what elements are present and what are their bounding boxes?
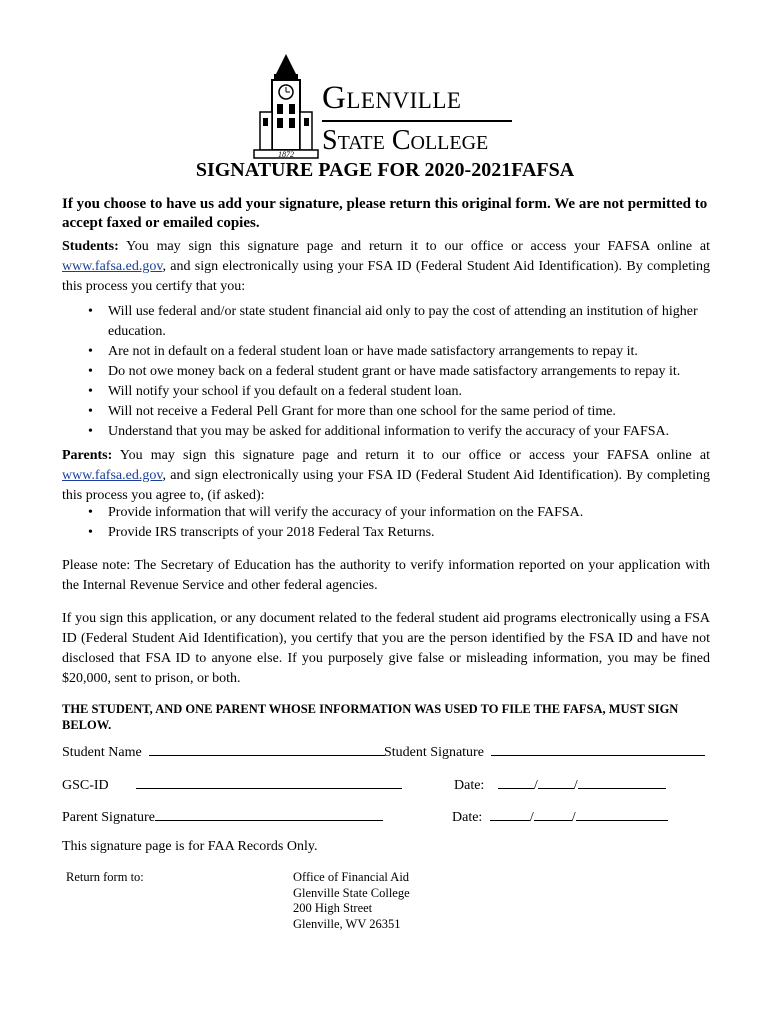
list-item: • Do not owe money back on a federal student grant or have made satisfactory arrangements to repay it. — [80, 362, 712, 382]
list-item: • Provide IRS transcripts of your 2018 Federal Tax Returns. — [80, 523, 712, 543]
date-day-line[interactable] — [534, 806, 572, 821]
address-line: Glenville, WV 26351 — [293, 916, 401, 931]
student-signature-row — [384, 741, 705, 762]
page-title: SIGNATURE PAGE FOR 2020-2021FAFSA — [195, 159, 575, 181]
address-line: Glenville State College — [293, 885, 410, 900]
certify-paragraph: If you sign this application, or any document related to the federal student aid programs electronically using a FSA ID (Federal Student Aid Identification), you certify that you are the person identified by the FSA ID and have not disclosed that FSA ID to anyone else. If you purposely give false or misleading information, you may be fined $20,000, sent to prison, or both. — [62, 611, 710, 686]
list-item: • Are not in default on a federal student loan or have made satisfactory arrangements to repay it. — [80, 342, 712, 362]
student-name-row — [62, 741, 385, 762]
list-item: • Will use federal and/or state student financial aid only to pay the cost of attending an institution of higher education. — [80, 302, 712, 342]
students-text: You may sign this signature page and return it to our office or access your FAFSA online at — [118, 239, 710, 254]
date-slash: / — [571, 810, 576, 825]
parents-label: Parents: — [62, 448, 113, 463]
logo-divider — [322, 120, 512, 122]
list-item: • Provide information that will verify the accuracy of your information on the FAFSA. — [80, 503, 712, 523]
parents-agree-list — [80, 503, 712, 543]
parents-text: You may sign this signature page and return it to our office or access your FAFSA online at — [112, 448, 710, 463]
gsc-id-row — [62, 774, 402, 795]
return-address — [293, 870, 410, 932]
students-label: Students: — [62, 239, 119, 254]
date-slash: / — [529, 810, 534, 825]
return-label: Return form to: — [66, 870, 144, 884]
clock-tower-icon — [252, 52, 320, 160]
logo-year: 1872 — [278, 150, 294, 159]
student-name-label: Student Name — [62, 745, 142, 760]
date-slash: / — [533, 778, 538, 793]
date-year-line[interactable] — [578, 774, 666, 789]
list-item: • Will not receive a Federal Pell Grant for more than one school for the same period of time. — [80, 402, 712, 422]
student-name-line[interactable] — [149, 741, 385, 756]
gsc-id-line[interactable] — [136, 774, 402, 789]
date-label: Date: — [452, 810, 483, 825]
date-day-line[interactable] — [538, 774, 574, 789]
must-sign-heading: THE STUDENT, AND ONE PARENT WHOSE INFORMATION WAS USED TO FILE THE FAFSA, MUST SIGN BELOW. — [62, 702, 679, 732]
fafsa-link[interactable]: www.fafsa.ed.gov — [62, 468, 163, 483]
address-line: 200 High Street — [293, 901, 373, 915]
student-date-row — [454, 774, 666, 795]
students-paragraph — [62, 237, 710, 297]
list-item: • Will notify your school if you default on a federal student loan. — [80, 382, 712, 402]
students-text-after: , and sign electronically using your FSA ID (Federal Student Aid Identification). By completing this process you certify that you: — [62, 259, 710, 294]
college-logo — [252, 52, 522, 160]
parent-signature-label: Parent Signature — [62, 810, 155, 825]
logo-subtitle: State College — [322, 125, 489, 156]
date-month-line[interactable] — [490, 806, 530, 821]
date-year-line[interactable] — [576, 806, 668, 821]
fafsa-link[interactable]: www.fafsa.ed.gov — [62, 259, 163, 274]
address-line: Office of Financial Aid — [293, 870, 410, 884]
records-note: This signature page is for FAA Records Only. — [62, 839, 318, 854]
student-signature-label: Student Signature — [384, 745, 484, 760]
date-label: Date: — [454, 778, 485, 793]
students-certify-list — [80, 302, 712, 442]
list-item: • Understand that you may be asked for additional information to verify the accuracy of your FAFSA. — [80, 422, 712, 442]
note-paragraph: Please note: The Secretary of Education has the authority to verify information reported on your application with the Internal Revenue Service and other federal agencies. — [62, 558, 710, 593]
parents-text-after: , and sign electronically using your FSA ID (Federal Student Aid Identification). By completing this process you agree to, (if asked): — [62, 468, 710, 503]
student-signature-line[interactable] — [491, 741, 705, 756]
parents-paragraph — [62, 446, 710, 506]
parent-signature-line[interactable] — [155, 806, 383, 821]
parent-signature-row — [62, 806, 383, 827]
gsc-id-label: GSC-ID — [62, 778, 109, 793]
date-slash: / — [573, 778, 578, 793]
intro-text: If you choose to have us add your signature, please return this original form. We are not permitted to accept faxed or emailed copies. — [62, 196, 708, 231]
date-month-line[interactable] — [498, 774, 534, 789]
parent-date-row — [452, 806, 668, 827]
logo-name: Glenville — [322, 80, 462, 116]
